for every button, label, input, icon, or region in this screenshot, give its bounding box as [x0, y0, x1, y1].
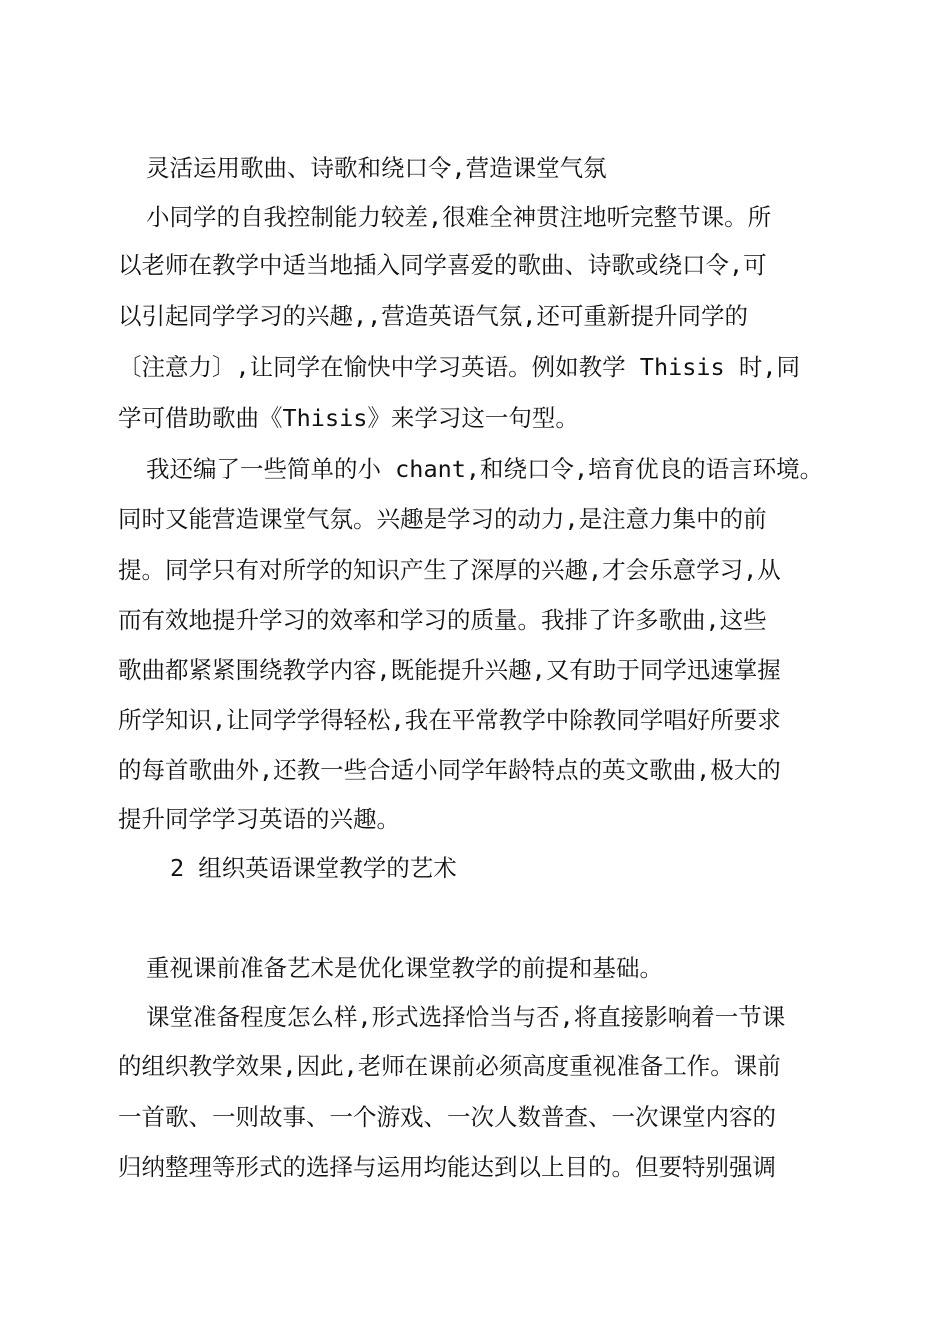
paragraph-line: 的每首歌曲外,还教一些合适小同学年龄特点的英文歌曲,极大的: [118, 756, 781, 784]
paragraph-line: 小同学的自我控制能力较差,很难全神贯注地听完整节课。所: [146, 203, 772, 231]
paragraph-line: 的组织教学效果,因此,老师在课前必须高度重视准备工作。课前: [118, 1052, 781, 1080]
paragraph-line: 所学知识,让同学学得轻松,我在平常教学中除教同学唱好所要求: [118, 706, 781, 734]
paragraph-line: 以老师在教学中适当地插入同学喜爱的歌曲、诗歌或绕口令,可: [118, 251, 767, 279]
paragraph-line: 〔注意力〕,让同学在愉快中学习英语。例如教学 Thisis 时,同: [118, 353, 800, 381]
paragraph-line: 提。同学只有对所学的知识产生了深厚的兴趣,才会乐意学习,从: [118, 556, 781, 584]
paragraph-line: 一首歌、一则故事、一个游戏、一次人数普查、一次课堂内容的: [118, 1103, 776, 1131]
section-heading: 重视课前准备艺术是优化课堂教学的前提和基础。: [146, 954, 663, 982]
paragraph-line: 同时又能营造课堂气氛。兴趣是学习的动力,是注意力集中的前: [118, 505, 767, 533]
paragraph-line: 以引起同学学习的兴趣,,营造英语气氛,还可重新提升同学的: [118, 302, 748, 330]
paragraph-line: 提升同学学习英语的兴趣。: [118, 805, 400, 833]
section-heading: 2 组织英语课堂教学的艺术: [170, 854, 457, 882]
paragraph-line: 歌曲都紧紧围绕教学内容,既能提升兴趣,又有助于同学迅速掌握: [118, 656, 781, 684]
paragraph-line: 而有效地提升学习的效率和学习的质量。我排了许多歌曲,这些: [118, 606, 767, 634]
paragraph-line: 我还编了一些简单的小 chant,和绕口令,培育优良的语言环境。: [146, 455, 824, 483]
section-heading: 灵活运用歌曲、诗歌和绕口令,营造课堂气氛: [146, 154, 607, 182]
paragraph-line: 课堂准备程度怎么样,形式选择恰当与否,将直接影响着一节课: [146, 1003, 786, 1031]
paragraph-line: 归纳整理等形式的选择与运用均能达到以上目的。但要特别强调: [118, 1153, 776, 1181]
paragraph-line: 学可借助歌曲《Thisis》来学习这一句型。: [118, 404, 579, 432]
